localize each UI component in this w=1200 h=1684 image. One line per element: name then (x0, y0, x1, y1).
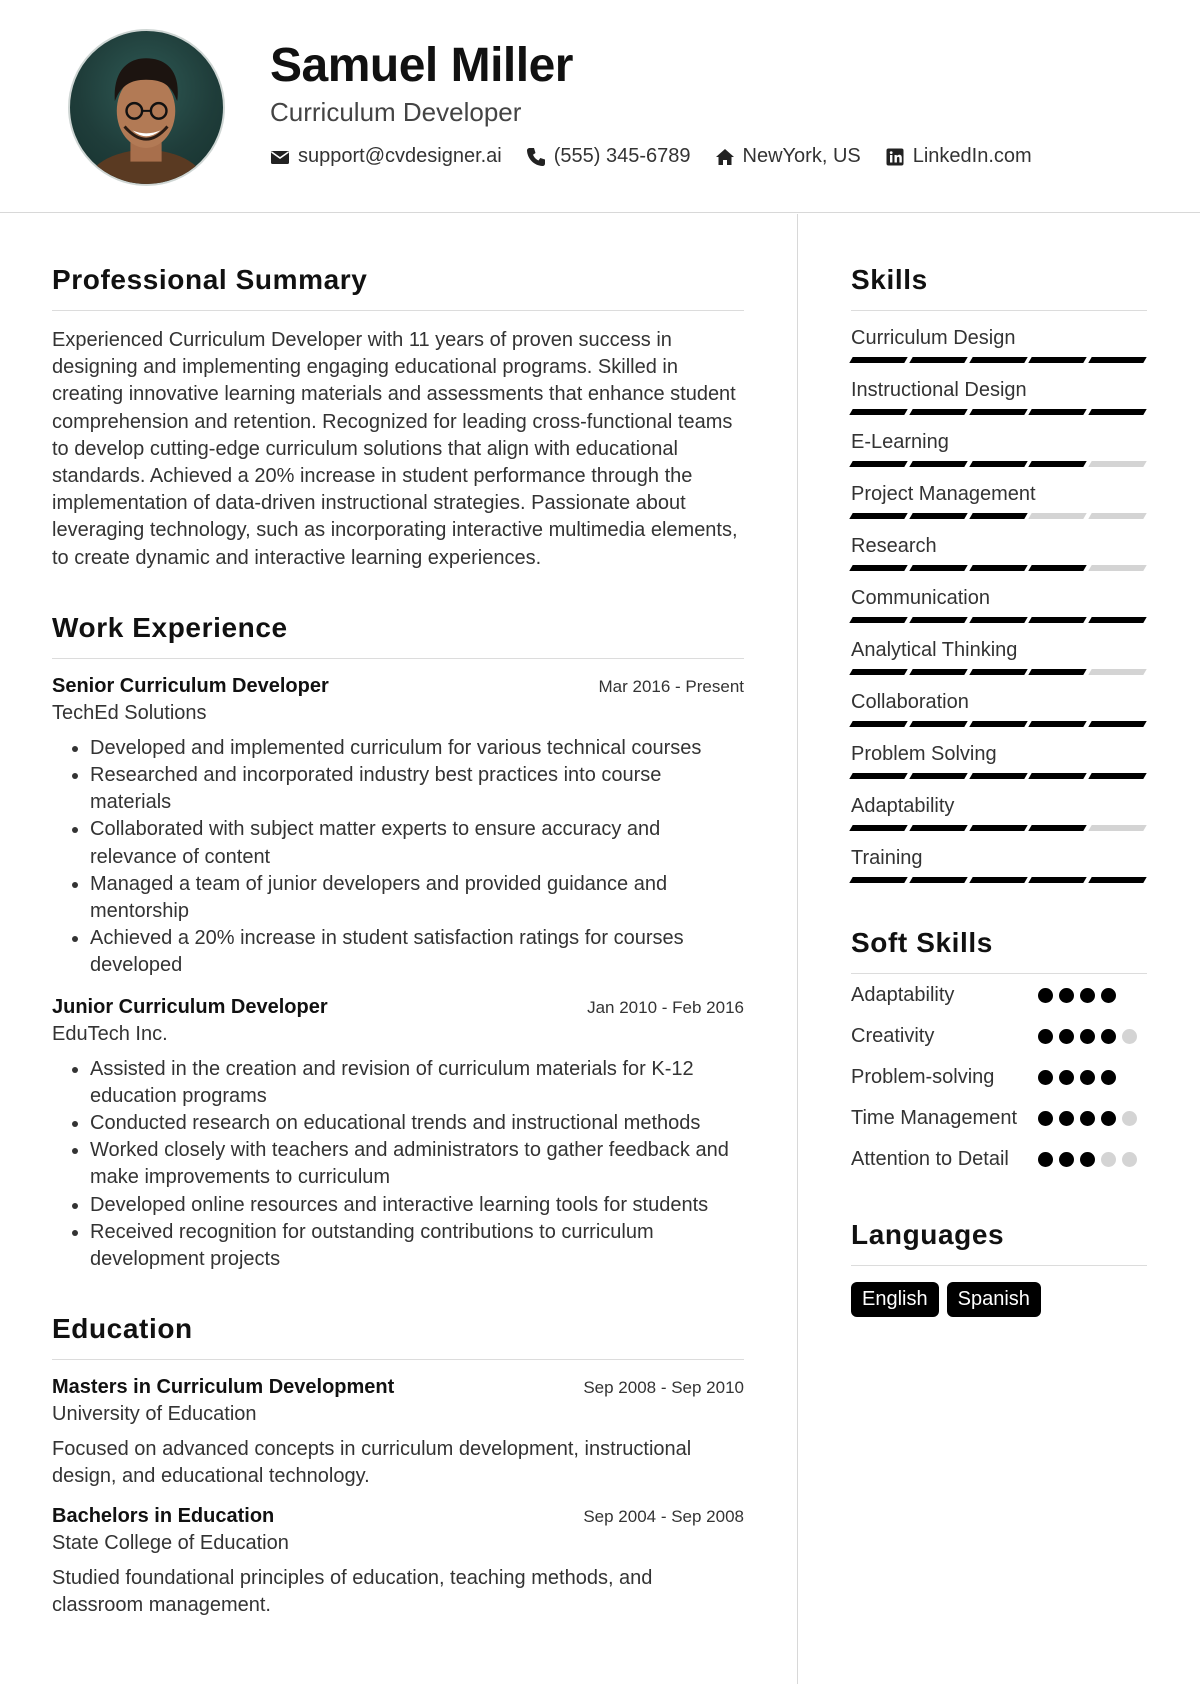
job-company: TechEd Solutions (52, 701, 207, 724)
skill-level-bars (851, 565, 1145, 571)
education-heading: Education (52, 1313, 744, 1360)
soft-skill-level-dot (1038, 1111, 1053, 1126)
summary-heading: Professional Summary (52, 264, 744, 311)
soft-skill-level-dot (1038, 1152, 1053, 1167)
soft-skill-level-dot (1122, 1029, 1137, 1044)
home-icon (715, 147, 735, 167)
skill-level-segment (1088, 877, 1146, 883)
soft-skill-level-dot (1059, 1111, 1074, 1126)
skill-level-segment (909, 721, 967, 727)
job-bullet: • Developed and implemented curriculum for various technical courses (90, 735, 744, 762)
skill-level-segment (1088, 513, 1146, 519)
skill-level-segment (909, 461, 967, 467)
skill-level-segment (849, 357, 907, 363)
skill-level-segment (909, 513, 967, 519)
skill-level-segment (1088, 825, 1146, 831)
skill-level-segment (1029, 773, 1087, 779)
skills-list (851, 325, 1147, 883)
contact-linkedin[interactable] (885, 145, 1032, 168)
skill-level-segment (969, 357, 1027, 363)
skill-item (851, 481, 1147, 519)
skill-name: Instructional Design (851, 379, 1027, 401)
soft-skill-item (851, 1023, 1147, 1056)
skill-level-segment (969, 669, 1027, 675)
skill-level-segment (909, 617, 967, 623)
skill-level-segment (849, 877, 907, 883)
skill-level-segment (969, 617, 1027, 623)
skill-level-segment (909, 669, 967, 675)
skill-item (851, 637, 1147, 675)
skill-level-segment (1029, 877, 1087, 883)
languages-heading: Languages (851, 1219, 1147, 1266)
skill-item (851, 533, 1147, 571)
soft-skill-level-dots (1038, 982, 1147, 1015)
job-bullet: • Developed online resources and interactive learning tools for students (90, 1192, 744, 1219)
skill-level-segment (969, 461, 1027, 467)
skill-level-bars (851, 409, 1145, 415)
skill-level-segment (849, 461, 907, 467)
soft-skill-level-dot (1101, 1029, 1116, 1044)
skill-name: Adaptability (851, 795, 955, 817)
languages-section (851, 1219, 1147, 1317)
envelope-icon (270, 147, 290, 167)
skill-level-bars (851, 461, 1145, 467)
soft-skill-level-dots (1038, 1023, 1147, 1056)
profile-photo (68, 29, 225, 186)
skill-level-bars (851, 877, 1145, 883)
language-tag: Spanish (947, 1282, 1041, 1317)
education-date: Sep 2008 - Sep 2010 (583, 1378, 744, 1398)
soft-skill-name: Attention to Detail (851, 1148, 1009, 1170)
contact-email[interactable] (270, 145, 502, 168)
soft-skill-item (851, 1064, 1147, 1097)
job-bullet: • Researched and incorporated industry best practices into course materials (90, 762, 744, 816)
skill-level-segment (1029, 409, 1087, 415)
skill-level-segment (1088, 773, 1146, 779)
skill-name: Curriculum Design (851, 327, 1016, 349)
education-entry (52, 1505, 744, 1619)
skill-name: Analytical Thinking (851, 639, 1018, 661)
skill-item (851, 429, 1147, 467)
soft-skill-level-dot (1101, 1111, 1116, 1126)
skill-level-segment (1029, 565, 1087, 571)
education-entry (52, 1376, 744, 1490)
skill-level-segment (909, 409, 967, 415)
candidate-title: Curriculum Developer (270, 97, 522, 127)
job-entry (52, 996, 744, 1274)
skill-level-segment (969, 773, 1027, 779)
languages-list (851, 1282, 1147, 1317)
soft-skill-level-dot (1101, 1152, 1116, 1167)
skill-item (851, 689, 1147, 727)
skill-level-segment (969, 513, 1027, 519)
skill-name: Research (851, 535, 937, 557)
soft-skill-level-dot (1080, 1152, 1095, 1167)
education-description: Focused on advanced concepts in curriculum development, instructional design, and educational technology. (52, 1438, 692, 1488)
contact-location-text: NewYork, US (742, 145, 861, 167)
skill-level-segment (849, 617, 907, 623)
education-school: University of Education (52, 1403, 257, 1426)
soft-skills-list (851, 982, 1147, 1179)
job-bullet: • Collaborated with subject matter experts to ensure accuracy and relevance of content (90, 816, 744, 870)
education-degree: Bachelors in Education (52, 1504, 275, 1527)
soft-skill-level-dot (1122, 1152, 1137, 1167)
skill-level-segment (909, 565, 967, 571)
soft-skill-level-dot (1080, 1070, 1095, 1085)
skill-level-segment (1088, 721, 1146, 727)
job-bullet: • Assisted in the creation and revision of curriculum materials for K-12 education programs (90, 1056, 744, 1110)
education-description: Studied foundational principles of education, teaching methods, and classroom management. (52, 1566, 653, 1616)
education-degree: Masters in Curriculum Development (52, 1376, 395, 1399)
side-column (851, 264, 1147, 1317)
skill-level-segment (849, 669, 907, 675)
skill-level-segment (1088, 357, 1146, 363)
skill-level-bars (851, 773, 1145, 779)
job-date: Mar 2016 - Present (598, 676, 744, 696)
skill-level-segment (969, 721, 1027, 727)
skill-level-segment (969, 877, 1027, 883)
skill-level-segment (1029, 461, 1087, 467)
soft-skill-name: Creativity (851, 1025, 935, 1047)
skill-level-segment (849, 565, 907, 571)
skill-level-segment (1029, 513, 1087, 519)
skill-name: Problem Solving (851, 743, 997, 765)
soft-skill-item (851, 1146, 1147, 1179)
contact-linkedin-text: LinkedIn.com (912, 145, 1032, 167)
soft-skill-level-dot (1080, 1111, 1095, 1126)
soft-skill-level-dots (1038, 1064, 1147, 1097)
soft-skill-level-dot (1059, 988, 1074, 1003)
language-tag: English (851, 1282, 939, 1317)
skill-level-bars (851, 669, 1145, 675)
job-date: Jan 2010 - Feb 2016 (587, 997, 744, 1017)
contact-location (715, 145, 861, 168)
skill-level-bars (851, 825, 1145, 831)
soft-skills-section (851, 927, 1147, 1179)
education-date: Sep 2004 - Sep 2008 (583, 1506, 744, 1526)
soft-skill-level-dot (1101, 988, 1116, 1003)
job-bullet: • Conducted research on educational trends and instructional methods (90, 1110, 744, 1137)
soft-skill-name: Problem-solving (851, 1066, 995, 1088)
soft-skill-name: Time Management (851, 1107, 1017, 1129)
skill-item (851, 793, 1147, 831)
job-bullet: • Managed a team of junior developers and provided guidance and mentorship (90, 871, 744, 925)
job-bullets (52, 735, 744, 980)
contact-phone-text: (555) 345-6789 (553, 145, 691, 167)
skill-level-segment (1088, 617, 1146, 623)
skills-section (851, 264, 1147, 883)
soft-skill-level-dot (1101, 1070, 1116, 1085)
resume-header (0, 0, 1200, 213)
skill-level-segment (849, 773, 907, 779)
soft-skill-level-dot (1059, 1029, 1074, 1044)
skill-level-segment (1088, 409, 1146, 415)
skill-level-segment (849, 825, 907, 831)
summary-text: Experienced Curriculum Developer with 11 years of proven success in designing and implementing engaging educational programs. Skilled in creating innovative learning materials and assessments that enhance student comprehension and retention. Recognized for leading cross-functional teams to develop cutting-edge curriculum solutions that align with educational standards. Achieved a 20% increase in student performance through the implementation of data-driven instructional strategies. Passionate about leveraging technology, such as incorporating interactive multimedia elements, to create dynamic and interactive learning experiences. (52, 329, 738, 569)
summary-section (52, 264, 744, 572)
soft-skill-level-dot (1038, 1029, 1053, 1044)
skill-level-segment (849, 409, 907, 415)
soft-skills-heading: Soft Skills (851, 927, 1147, 974)
soft-skill-level-dot (1059, 1152, 1074, 1167)
column-divider (797, 214, 798, 1684)
skill-level-segment (1029, 357, 1087, 363)
job-role: Junior Curriculum Developer (52, 995, 328, 1018)
main-column (52, 264, 744, 1619)
skill-name: Communication (851, 587, 990, 609)
soft-skill-level-dots (1038, 1105, 1147, 1138)
job-bullet: • Received recognition for outstanding contributions to curriculum development projects (90, 1219, 744, 1273)
soft-skill-name: Adaptability (851, 984, 955, 1006)
linkedin-icon (885, 147, 905, 167)
skill-level-segment (1029, 617, 1087, 623)
skill-level-bars (851, 617, 1145, 623)
soft-skill-item (851, 1105, 1147, 1138)
skill-level-bars (851, 721, 1145, 727)
skill-item (851, 741, 1147, 779)
job-bullets (52, 1056, 744, 1274)
soft-skill-level-dot (1038, 1070, 1053, 1085)
soft-skill-level-dot (1080, 1029, 1095, 1044)
skill-level-segment (1029, 721, 1087, 727)
experience-heading: Work Experience (52, 612, 744, 659)
contact-list (270, 145, 1056, 168)
education-school: State College of Education (52, 1531, 289, 1554)
skill-level-segment (1088, 461, 1146, 467)
job-bullet: • Worked closely with teachers and administrators to gather feedback and make improvements to curriculum (90, 1137, 744, 1191)
contact-phone[interactable] (526, 145, 691, 168)
skill-level-segment (1088, 565, 1146, 571)
skill-level-bars (851, 513, 1145, 519)
skill-level-segment (849, 721, 907, 727)
skill-level-segment (909, 773, 967, 779)
education-section (52, 1313, 744, 1619)
skills-heading: Skills (851, 264, 1147, 311)
skill-level-segment (969, 825, 1027, 831)
job-role: Senior Curriculum Developer (52, 674, 329, 697)
candidate-name: Samuel Miller (270, 39, 573, 92)
skill-level-segment (969, 409, 1027, 415)
skill-name: Project Management (851, 483, 1036, 505)
skill-level-segment (909, 825, 967, 831)
job-entry (52, 675, 744, 980)
skill-level-segment (969, 565, 1027, 571)
soft-skill-level-dot (1059, 1070, 1074, 1085)
soft-skill-level-dot (1122, 1111, 1137, 1126)
skill-level-segment (849, 513, 907, 519)
job-company: EduTech Inc. (52, 1022, 168, 1045)
skill-level-bars (851, 357, 1145, 363)
skill-item (851, 377, 1147, 415)
skill-name: Collaboration (851, 691, 969, 713)
experience-section (52, 612, 744, 1273)
phone-icon (526, 147, 546, 167)
skill-level-segment (1088, 669, 1146, 675)
job-bullet: • Achieved a 20% increase in student satisfaction ratings for courses developed (90, 925, 744, 979)
skill-item (851, 585, 1147, 623)
soft-skill-item (851, 982, 1147, 1015)
skill-level-segment (1029, 825, 1087, 831)
skill-item (851, 845, 1147, 883)
soft-skill-level-dot (1080, 988, 1095, 1003)
soft-skill-level-dot (1038, 988, 1053, 1003)
soft-skill-level-dots (1038, 1146, 1147, 1179)
skill-level-segment (909, 877, 967, 883)
skill-name: E-Learning (851, 431, 949, 453)
skill-name: Training (851, 847, 923, 869)
skill-item (851, 325, 1147, 363)
skill-level-segment (909, 357, 967, 363)
contact-email-text: support@cvdesigner.ai (298, 145, 502, 167)
skill-level-segment (1029, 669, 1087, 675)
